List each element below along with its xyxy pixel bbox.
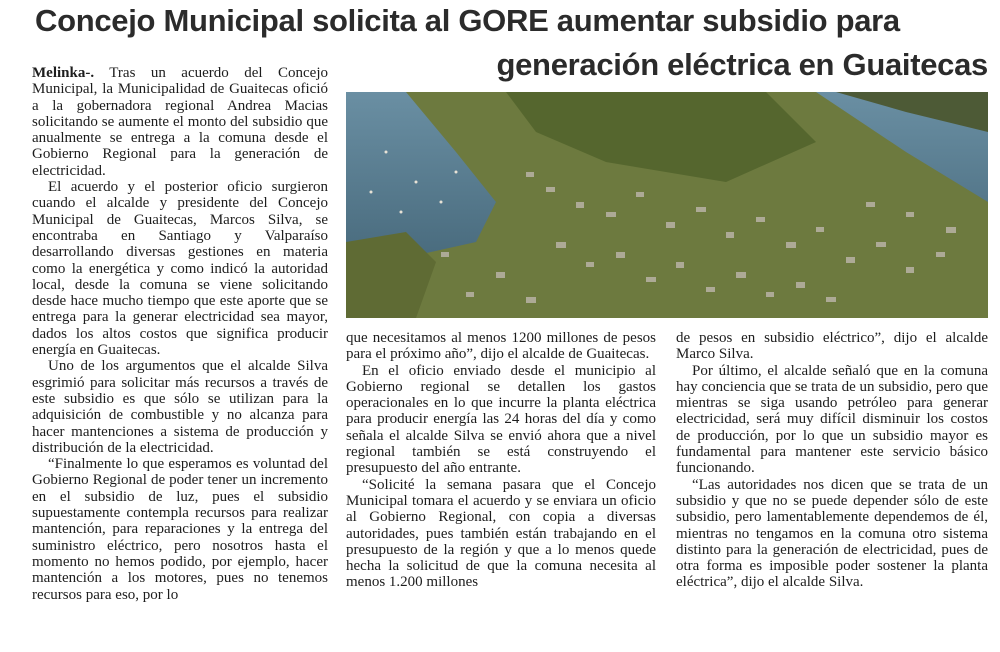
- paragraph: El acuerdo y el posterior oficio surgieron cuando el alcalde y presidente del Concejo Municipal de Guaitecas, Marcos Silva, se encontraba en Santiago y Valparaíso desarrollando diversas gestiones en materia como la energética y como indicó la autoridad local, desde la comuna se viene solicitando desde hace mucho tiempo que este aporte que se entrega para la generar electricidad sea mayor, dados los altos costos que significa producir energía en Guaitecas.: [32, 179, 328, 359]
- paragraph: que necesitamos al menos 1200 millones de pesos para el próximo año”, dijo el alcalde de Guaitecas.: [346, 330, 656, 363]
- paragraph: [32, 65, 328, 179]
- article-column-3: [676, 330, 988, 591]
- paragraph: “Finalmente lo que esperamos es voluntad del Gobierno Regional de poder tener un incremento en el subsidio de luz, pues el subsidio supuestamente contempla recursos para realizar mantención, para reparaciones y la entrega del suministro eléctrico, pero nosotros hasta el momento no hemos podido, por ejemplo, hacer mantención a los motores, pues no tenemos recursos para eso, por lo: [32, 456, 328, 603]
- article-column-1: [32, 65, 328, 603]
- paragraph: “Las autoridades nos dicen que se trata de un subsidio y que no se puede depender sólo de este subsidio, pero lamentablemente dependemos de él, mientras no tengamos en la comuna otro sistema distinto para la generación de electricidad, pues de otra forma es imposible poder sostener la planta eléctrica”, dijo el alcalde Silva.: [676, 476, 988, 591]
- paragraph: “Solicité la semana pasara que el Concejo Municipal tomara el acuerdo y se enviara un oficio al Gobierno Regional, con copia a diversas autoridades, pues también están trabajando en el presupuesto de la región y que a lo menos quede hecha la solicitud de que la comuna necesita al menos 1.200 millones: [346, 476, 656, 591]
- aerial-town-photo: [346, 92, 988, 318]
- article-column-2: [346, 330, 656, 591]
- paragraph: de pesos en subsidio eléctrico”, dijo el alcalde Marco Silva.: [676, 330, 988, 363]
- headline-line-2: generación eléctrica en Guaitecas: [496, 47, 988, 82]
- paragraph: En el oficio enviado desde el municipio al Gobierno regional se detallen los gastos operacionales en lo que incurre la planta eléctrica para producir energía las 24 horas del día y como señala el alcalde Silva se envió ahora que a nivel regional también se está construyendo el presupuesto del año entrante.: [346, 362, 656, 477]
- headline-line-1: Concejo Municipal solicita al GORE aumentar subsidio para: [35, 3, 900, 38]
- aerial-town-icon: [346, 92, 988, 318]
- paragraph-text: Tras un acuerdo del Concejo Municipal, la Municipalidad de Guaitecas ofició a la gobernadora regional Andrea Macias solicitando se aumente el monto del subsidio que anualmente se entrega a la comuna desde el Gobierno Regional para la generación de electricidad.: [32, 65, 328, 179]
- dateline: Melinka-.: [32, 65, 95, 81]
- paragraph: Por último, el alcalde señaló que en la comuna hay conciencia que se trata de un subsidio, pero que mientras se siga usando petróleo para generar electricidad, será muy difícil disminuir los costos de producción, por lo que un subsidio mayor es fundamental para mantener este servicio básico funcionando.: [676, 362, 988, 477]
- paragraph: Uno de los argumentos que el alcalde Silva esgrimió para solicitar más recursos a través de este subsidio es que sólo se utilizan para la adquisición de combustible y no alcanza para hacer mantenciones a sistema de producción y distribución de la electricidad.: [32, 358, 328, 456]
